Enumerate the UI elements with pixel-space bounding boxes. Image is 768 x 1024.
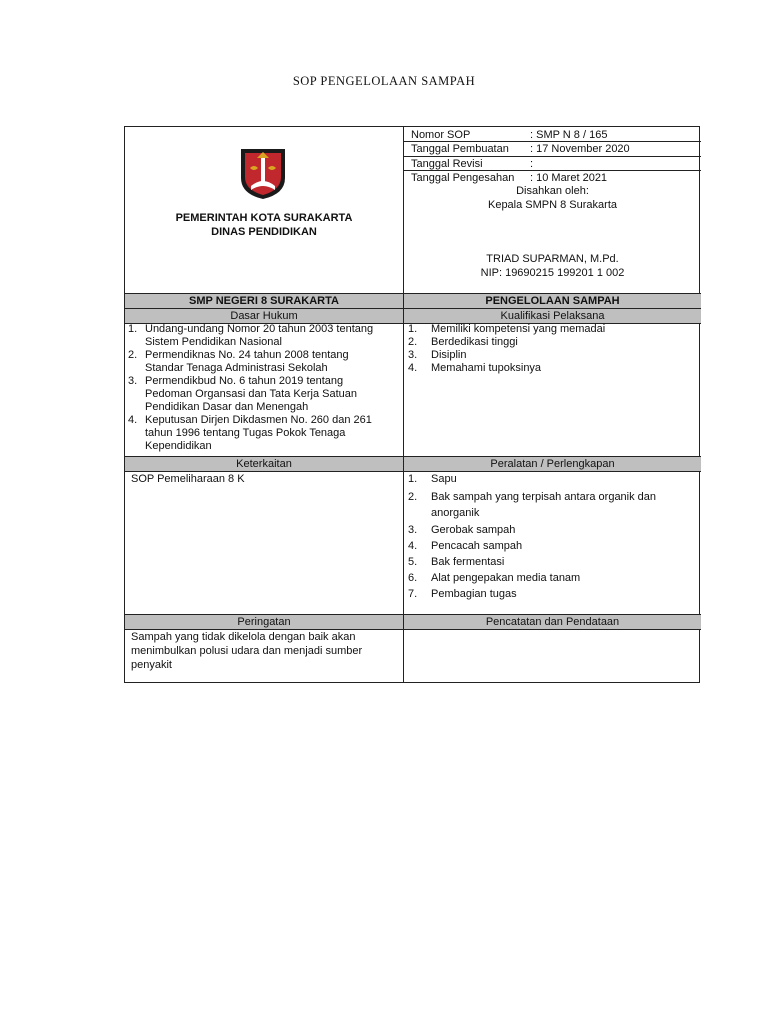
peralatan-header: Peralatan / Perlengkapan xyxy=(404,457,701,471)
kualifikasi-list xyxy=(405,323,695,375)
dasar-hukum-list xyxy=(125,323,389,453)
list-item: 7. Pembagian tugas xyxy=(408,588,517,600)
approver-name: TRIAD SUPARMAN, M.Pd. xyxy=(486,253,619,265)
list-item: 2. Berdedikasi tinggi xyxy=(408,336,518,348)
keterkaitan-text: SOP Pemeliharaan 8 K xyxy=(131,473,245,485)
kualifikasi-header: Kualifikasi Pelaksana xyxy=(404,309,701,323)
sop-table xyxy=(124,126,700,683)
approved-by: Disahkan oleh: xyxy=(516,185,589,197)
list-item: 4. Keputusan Dirjen Dikdasmen No. 260 dan 261 tahun 1996 tentang Tugas Pokok Tenaga Kependidikan xyxy=(128,414,372,452)
list-item: 1. Undang-undang Nomor 20 tahun 2003 tentang Sistem Pendidikan Nasional xyxy=(128,323,374,348)
meta-row-pengesahan xyxy=(405,171,699,185)
list-item: 4. Pencacah sampah xyxy=(408,540,523,552)
document-title: SOP PENGELOLAAN SAMPAH xyxy=(292,74,476,88)
keterkaitan-header: Keterkaitan xyxy=(125,457,403,471)
approver-nip: NIP: 19690215 199201 1 002 xyxy=(480,267,625,279)
approval-block xyxy=(404,184,701,280)
surakarta-coat-of-arms-icon xyxy=(238,146,288,201)
list-item: 4. Memahami tupoksinya xyxy=(408,362,542,374)
meta-value: : xyxy=(530,158,534,170)
meta-value: : SMP N 8 / 165 xyxy=(530,129,608,141)
meta-row-revisi xyxy=(405,157,699,171)
list-item: 1. Sapu xyxy=(408,473,457,485)
meta-value: : 17 November 2020 xyxy=(530,143,630,155)
list-item: 6. Alat pengepakan media tanam xyxy=(408,572,581,584)
org-line2: DINAS PENDIDIKAN xyxy=(211,226,317,238)
org-name xyxy=(125,211,403,239)
list-item: 2. Bak sampah yang terpisah antara organik dan anorganik xyxy=(408,491,657,519)
meta-row-pembuatan xyxy=(405,142,699,156)
list-item: 5. Bak fermentasi xyxy=(408,556,505,568)
list-item: 3. Gerobak sampah xyxy=(408,524,516,536)
meta-label: Tanggal Pengesahan xyxy=(411,172,515,184)
approver-title: Kepala SMPN 8 Surakarta xyxy=(487,199,617,211)
meta-value: : 10 Maret 2021 xyxy=(530,172,608,184)
dasar-hukum-header: Dasar Hukum xyxy=(125,309,403,323)
pencatatan-header: Pencatatan dan Pendataan xyxy=(404,615,701,629)
org-line1: PEMERINTAH KOTA SURAKARTA xyxy=(175,212,353,224)
peringatan-text: Sampah yang tidak dikelola dengan baik akan menimbulkan polusi udara dan menjadi sumber penyakit xyxy=(131,631,363,671)
school-header: SMP NEGERI 8 SURAKARTA xyxy=(125,294,403,308)
list-item: 3. Disiplin xyxy=(408,349,467,361)
sop-name-header: PENGELOLAAN SAMPAH xyxy=(404,294,701,308)
list-item: 3. Permendikbud No. 6 tahun 2019 tentang Pedoman Organsasi dan Tata Kerja Satuan Pendidikan Dasar dan Menengah xyxy=(128,375,357,413)
meta-label: Nomor SOP xyxy=(411,129,471,141)
peralatan-list xyxy=(405,473,695,604)
meta-label: Tanggal Pembuatan xyxy=(411,143,509,155)
meta-row-nomor xyxy=(405,128,699,142)
list-item: 1. Memiliki kompetensi yang memadai xyxy=(408,323,606,335)
list-item: 2. Permendiknas No. 24 tahun 2008 tentang Standar Tenaga Administrasi Sekolah xyxy=(128,349,349,374)
peringatan-header: Peringatan xyxy=(125,615,403,629)
meta-label: Tanggal Revisi xyxy=(411,158,483,170)
